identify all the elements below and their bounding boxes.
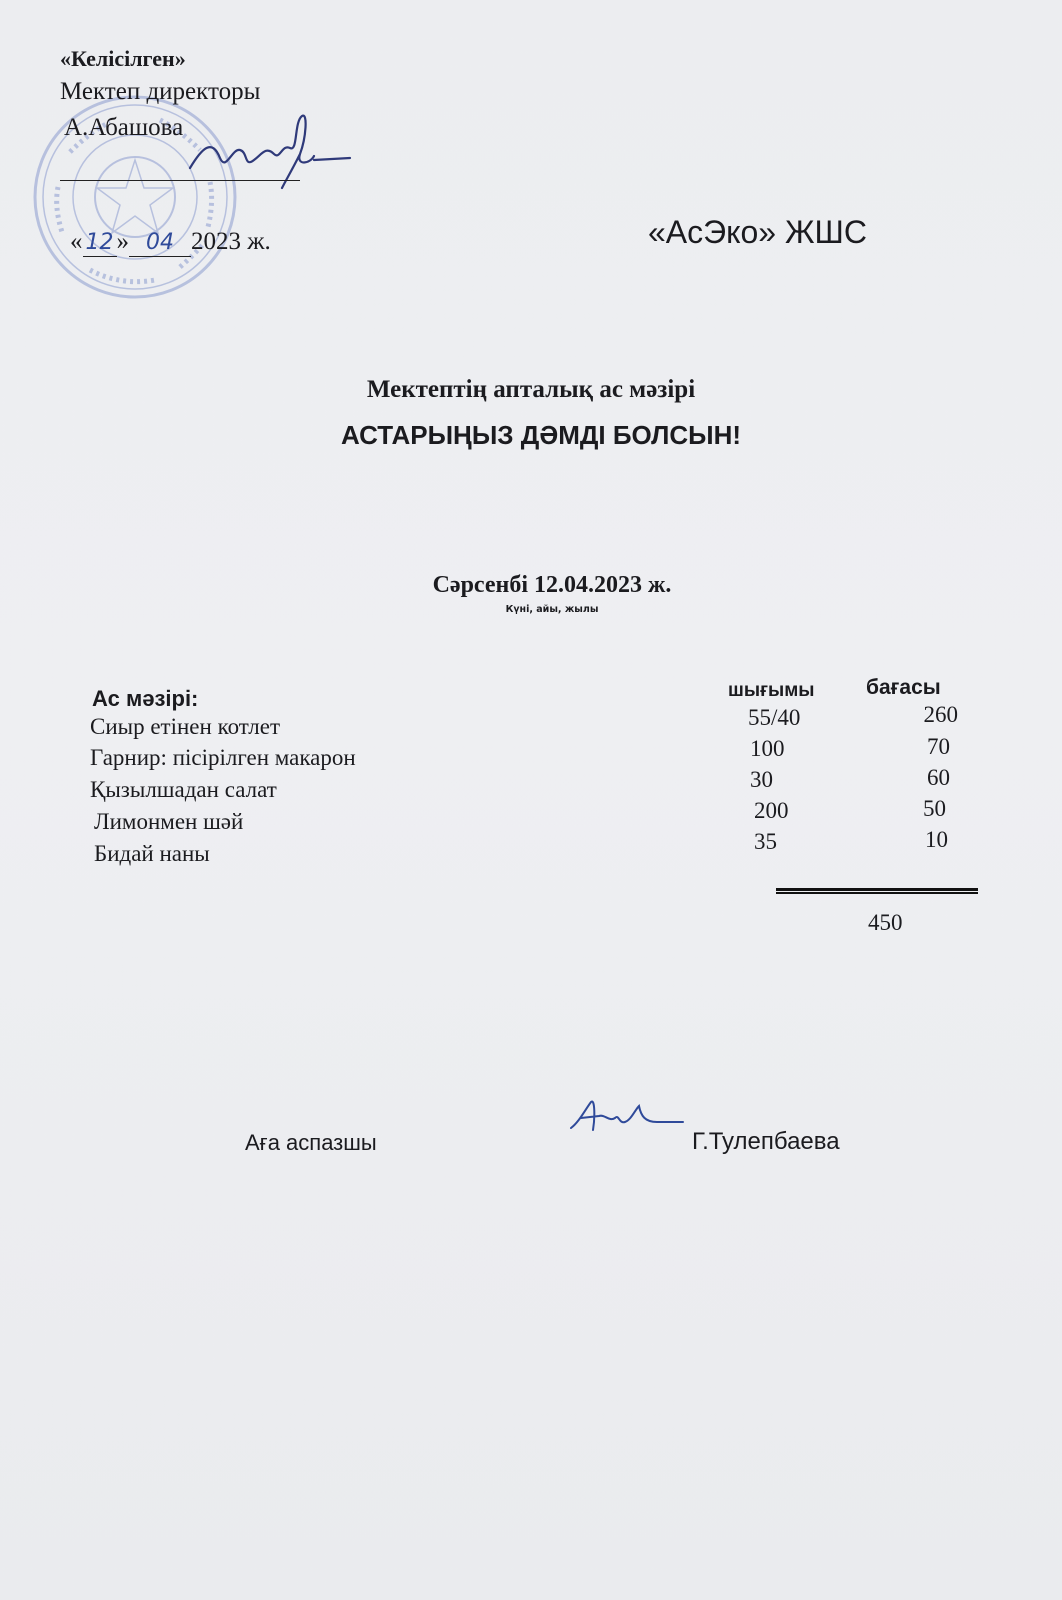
menu-item-yield: 55/40	[748, 705, 801, 730]
menu-item-price: 70	[927, 734, 950, 759]
day-caption: Күні, айы, жылы	[505, 604, 599, 615]
menu-item-name: Лимонмен шәй	[94, 809, 244, 834]
menu-item-price: 10	[925, 827, 948, 852]
cook-name: Г.Тулепбаева	[692, 1128, 840, 1155]
menu-item-yield: 35	[754, 829, 777, 854]
cook-signature	[565, 1092, 685, 1140]
signature-line	[60, 180, 300, 181]
column-header-price: бағасы	[866, 676, 941, 699]
total-divider	[776, 888, 978, 894]
menu-item-name: Бидай наны	[94, 841, 210, 866]
menu-item-yield: 200	[754, 798, 789, 823]
date-day-field	[83, 228, 117, 257]
menu-item-price: 60	[927, 765, 950, 790]
approval-date	[70, 228, 271, 257]
menu-item-name: Қызылшадан салат	[90, 777, 277, 802]
menu-heading: Ас мәзірі:	[92, 686, 199, 711]
menu-item-yield: 100	[750, 736, 785, 761]
cook-role: Аға аспазшы	[245, 1130, 377, 1155]
page-subtitle: АСТАРЫҢЫЗ ДӘМДІ БОЛСЫН!	[340, 420, 742, 450]
menu-item-name: Сиыр етінен котлет	[90, 714, 280, 739]
menu-total: 450	[868, 910, 903, 935]
menu-item-yield: 30	[750, 767, 773, 792]
day-label: Сәрсенбі 12.04.2023 ж.	[432, 572, 672, 598]
date-open-quote: «	[70, 228, 83, 255]
approval-position: Мектеп директоры	[60, 78, 261, 105]
approval-heading: «Келісілген»	[60, 46, 186, 71]
column-header-yield: шығымы	[728, 680, 815, 701]
menu-item-name: Гарнир: пісірілген макарон	[90, 745, 356, 770]
date-year: 2023 ж.	[191, 228, 271, 255]
menu-item-price: 260	[923, 702, 958, 727]
date-day: 12	[85, 230, 114, 255]
menu-item-price: 50	[923, 796, 946, 821]
approval-name: А.Абашова	[64, 114, 184, 141]
company-name: «АсЭко» ЖШС	[648, 214, 867, 250]
page-title: Мектептің апталық ас мәзірі	[366, 376, 696, 403]
date-close-quote: »	[116, 228, 129, 255]
date-month-field	[129, 228, 191, 257]
date-month: 04	[146, 230, 174, 255]
director-signature	[182, 108, 352, 198]
